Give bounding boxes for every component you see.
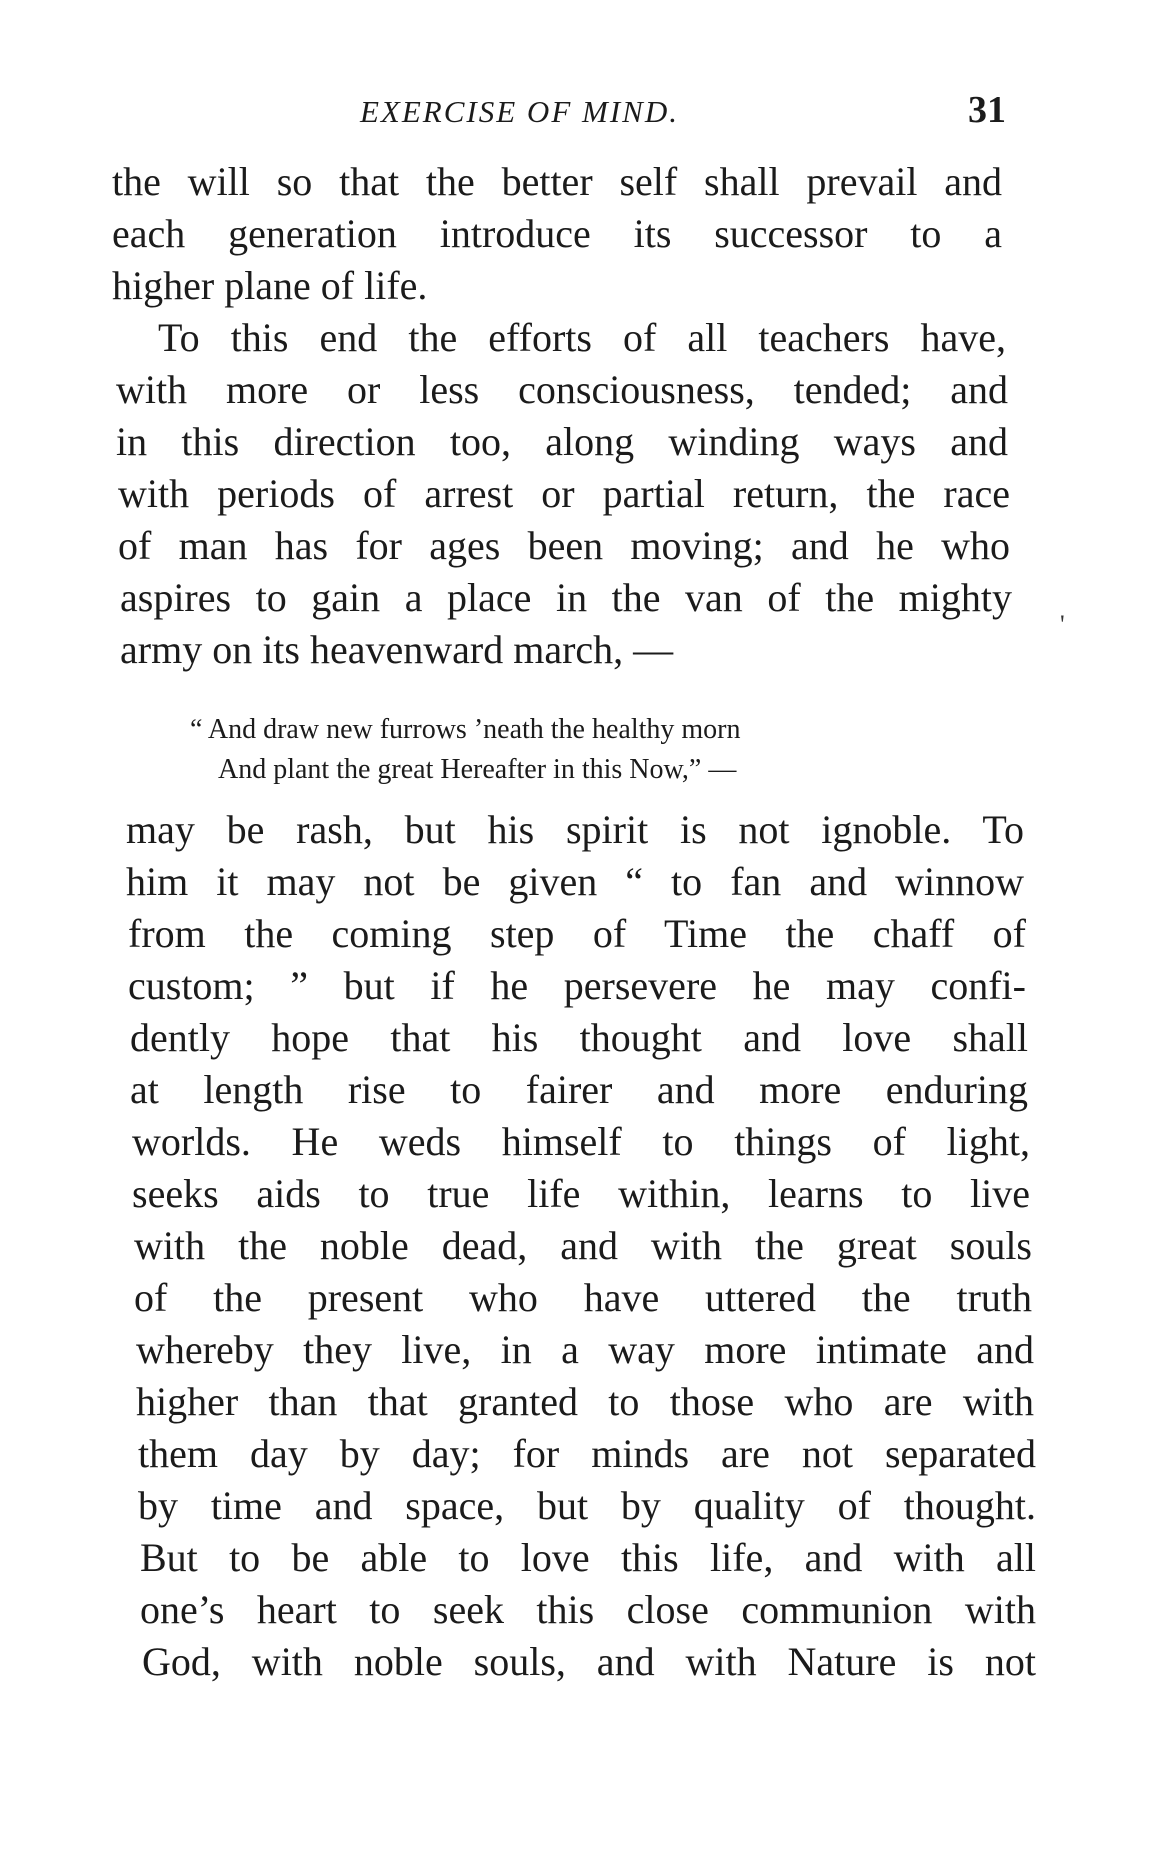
text-line: one’s heart to seek this close communion with	[140, 1587, 1036, 1632]
text-line: in this direction too, along winding ways and	[116, 419, 1008, 464]
text-line: with the noble dead, and with the great souls	[134, 1223, 1032, 1268]
verse-line: And plant the great Hereafter in this Now,” —	[218, 754, 737, 785]
text-line: may be rash, but his spirit is not ignoble. To	[126, 807, 1024, 852]
text-line: with more or less consciousness, tended; and	[116, 367, 1008, 412]
running-head-title: EXERCISE OF MIND.	[360, 94, 679, 129]
text-line: each generation introduce its successor to a	[112, 211, 1002, 256]
text-line: them day by day; for minds are not separated	[138, 1431, 1036, 1476]
text-line: God, with noble souls, and with Nature is not	[142, 1639, 1036, 1684]
margin-mark: '	[1060, 610, 1065, 639]
text-line: him it may not be given “ to fan and winnow	[126, 859, 1024, 904]
text-line: To this end the efforts of all teachers have,	[158, 315, 1006, 360]
text-line: the will so that the better self shall prevail and	[112, 159, 1002, 204]
text-line: by time and space, but by quality of thought.	[138, 1483, 1036, 1528]
text-line: higher plane of life.	[112, 263, 428, 308]
text-line: army on its heavenward march, —	[120, 627, 674, 672]
running-head	[0, 88, 1172, 138]
text-line: from the coming step of Time the chaff of	[128, 911, 1026, 956]
text-line: worlds. He weds himself to things of light,	[132, 1119, 1030, 1164]
text-line: of the present who have uttered the truth	[134, 1275, 1032, 1320]
text-line: at length rise to fairer and more enduring	[130, 1067, 1028, 1112]
text-line: aspires to gain a place in the van of the mighty	[120, 575, 1012, 620]
text-line: seeks aids to true life within, learns to live	[132, 1171, 1030, 1216]
text-line: custom; ” but if he persevere he may confi-	[128, 963, 1026, 1008]
text-line: dently hope that his thought and love shall	[130, 1015, 1028, 1060]
verse-line: “ And draw new furrows ’neath the healthy morn	[190, 714, 741, 745]
text-line: whereby they live, in a way more intimate and	[136, 1327, 1034, 1372]
text-line: with periods of arrest or partial return, the race	[118, 471, 1010, 516]
text-line: of man has for ages been moving; and he who	[118, 523, 1010, 568]
text-line: But to be able to love this life, and with all	[140, 1535, 1036, 1580]
page-number: 31	[968, 89, 1006, 131]
text-line: higher than that granted to those who are with	[136, 1379, 1034, 1424]
